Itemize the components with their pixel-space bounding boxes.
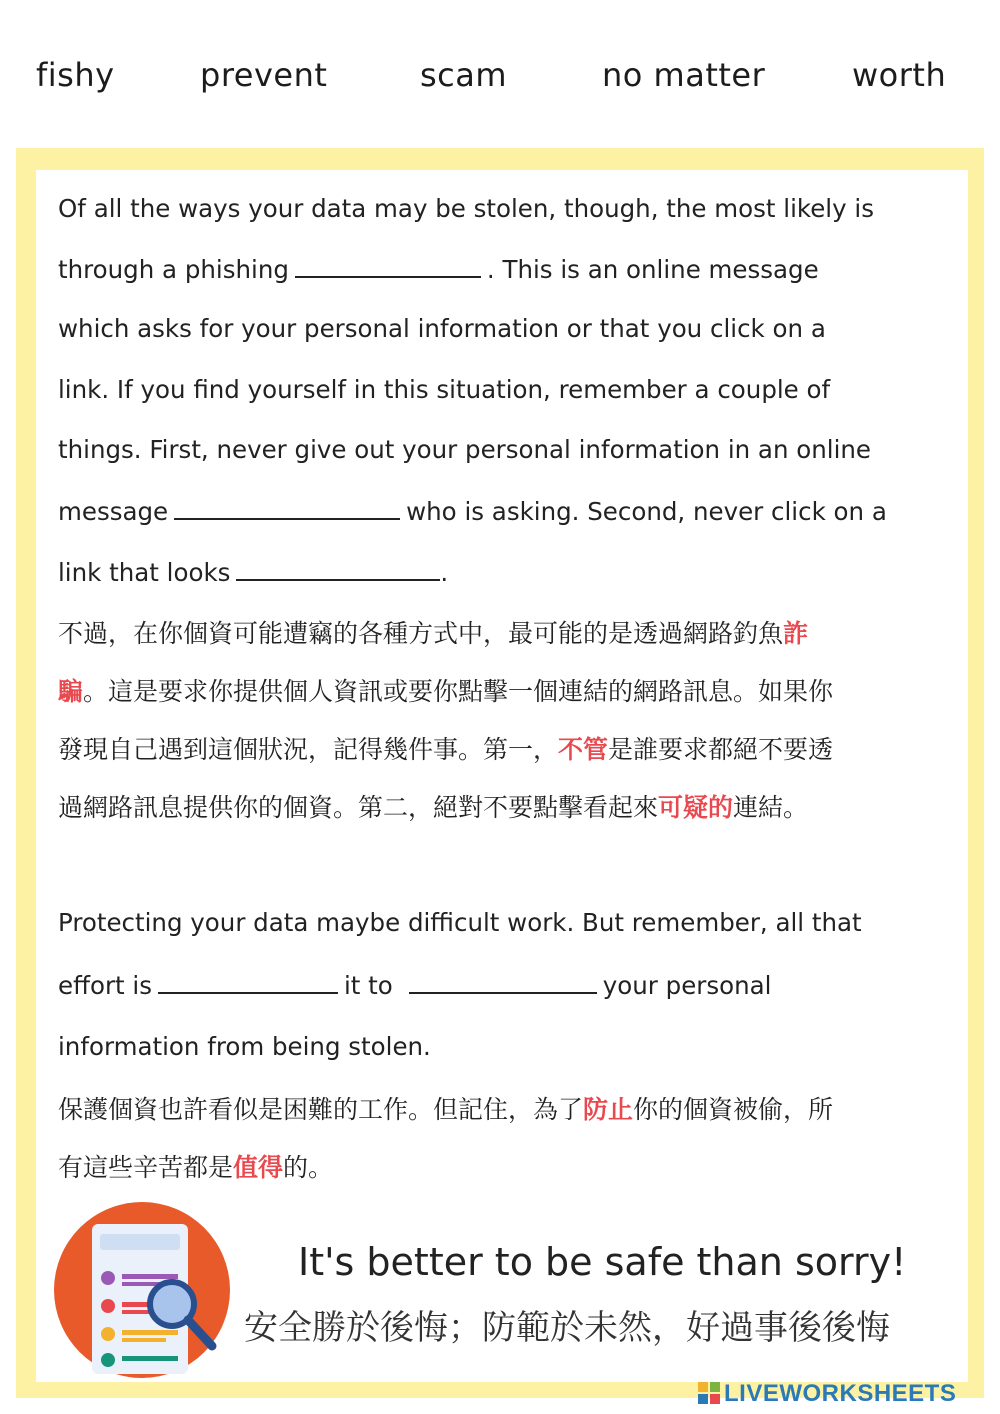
translation-line: [58, 1148, 333, 1184]
passage-text: your personal: [602, 971, 772, 1000]
translation-line: [58, 730, 833, 766]
highlighted-term: 詐: [783, 619, 809, 648]
translation-text: 不過，在你個資可能遭竊的各種方式中，最可能的是透過網路釣魚: [58, 619, 784, 648]
highlighted-term: 騙: [58, 677, 84, 706]
passage-text: who is asking. Second, never click on a: [406, 497, 887, 526]
passage-line: link. If you find yourself in this situation, remember a couple of: [58, 375, 831, 404]
passage-text: link that looks: [58, 558, 231, 587]
translation-text: 你的個資被偷，所: [633, 1095, 834, 1124]
translation-text: 的。: [283, 1153, 334, 1182]
answer-blank-worth[interactable]: [158, 970, 338, 994]
passage-text: message: [58, 497, 169, 526]
passage-text: through a phishing: [58, 255, 289, 284]
translation-text: 。這是要求你提供個人資訊或要你點擊一個連結的網路訊息。如果你: [83, 677, 834, 706]
translation-text: 保護個資也許看似是困難的工作。但記住，為了: [58, 1095, 584, 1124]
highlighted-term: 值得: [233, 1153, 284, 1182]
answer-blank-scam[interactable]: [295, 254, 481, 278]
answer-blank-fishy[interactable]: [236, 557, 440, 581]
translation-text: 有這些辛苦都是: [58, 1153, 234, 1182]
translation-text: 是誰要求都絕不要透: [608, 735, 834, 764]
word-bank-item[interactable]: no matter: [602, 56, 766, 94]
translation-line: [58, 1090, 833, 1126]
liveworksheets-logo[interactable]: [698, 1380, 994, 1408]
motto-english: It's better to be safe than sorry!: [298, 1240, 907, 1284]
highlighted-term: 可疑的: [658, 793, 734, 822]
passage-line: which asks for your personal information or that you click on a: [58, 314, 826, 343]
highlighted-term: 不管: [558, 735, 609, 764]
word-bank-item[interactable]: scam: [420, 56, 508, 94]
brand-name: LIVEWORKSHEETS: [724, 1380, 957, 1407]
translation-line: [58, 788, 808, 824]
passage-text: .: [440, 558, 449, 587]
passage-text: . This is an online message: [486, 255, 819, 284]
answer-blank-prevent[interactable]: [409, 970, 597, 994]
translation-text: 連結。: [733, 793, 809, 822]
word-bank-item[interactable]: fishy: [36, 56, 115, 94]
passage-text: it to: [343, 971, 393, 1000]
checklist-magnifier-illustration: [52, 1200, 232, 1380]
translation-line: [58, 672, 833, 708]
word-bank: [36, 56, 948, 108]
word-bank-item[interactable]: worth: [852, 56, 947, 94]
word-bank-item[interactable]: prevent: [200, 56, 328, 94]
passage-line: things. First, never give out your personal information in an online: [58, 435, 871, 464]
passage-line: [58, 557, 448, 587]
passage-text: effort is: [58, 971, 152, 1000]
passage-line: information from being stolen.: [58, 1032, 431, 1061]
passage-line: Protecting your data maybe difficult work. But remember, all that: [58, 908, 862, 937]
passage-line: Of all the ways your data may be stolen, though, the most likely is: [58, 194, 874, 223]
translation-text: 發現自己遇到這個狀況，記得幾件事。第一，: [58, 735, 559, 764]
answer-blank-no-matter[interactable]: [174, 496, 400, 520]
passage-line: [58, 254, 819, 284]
translation-text: 過網路訊息提供你的個資。第二，絕對不要點擊看起來: [58, 793, 659, 822]
motto-chinese: 安全勝於後悔；防範於未然，好過事後後悔: [244, 1308, 890, 1348]
translation-line: [58, 614, 808, 650]
logo-badge-icon: [698, 1382, 720, 1404]
passage-line: [58, 496, 887, 526]
highlighted-term: 防止: [583, 1095, 634, 1124]
passage-line: [58, 970, 771, 1000]
